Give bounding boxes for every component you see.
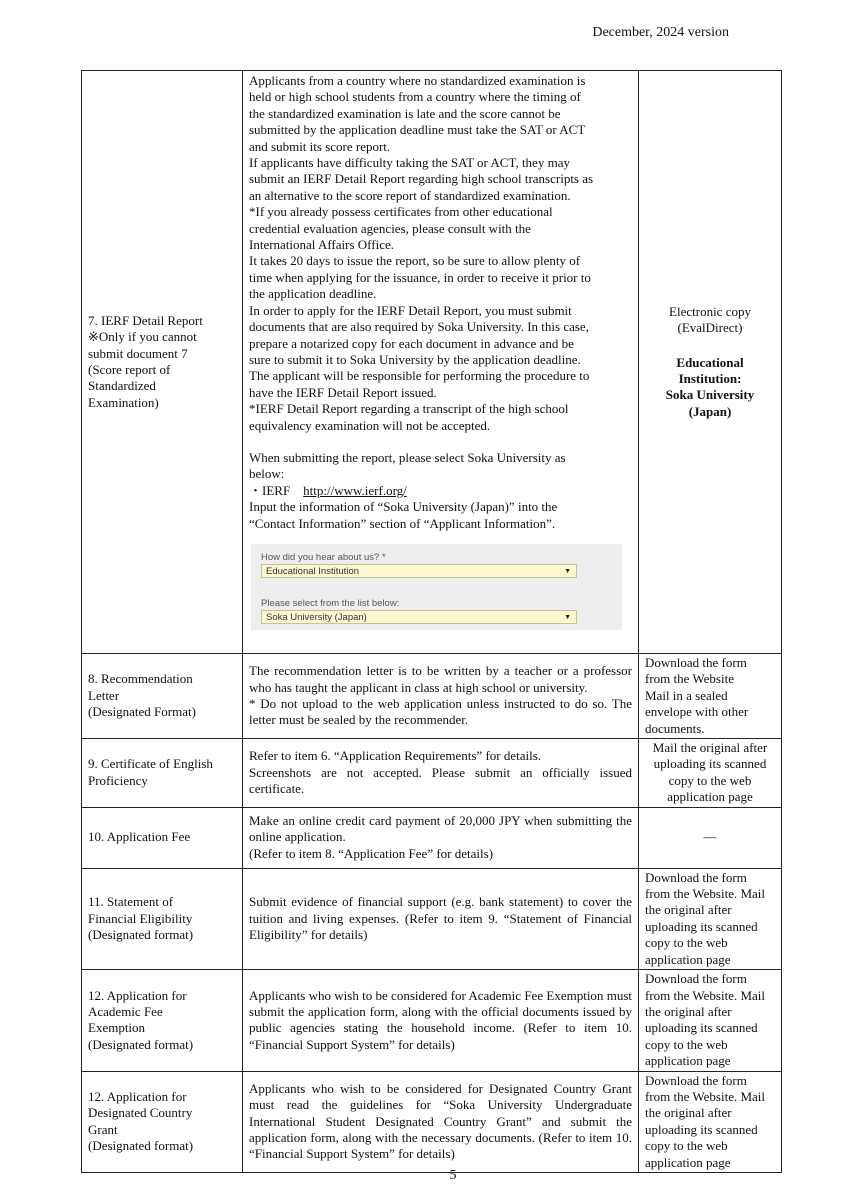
table-row — [82, 868, 782, 969]
row-description: Applicants who wish to be considered for Designated Country Grant must read the guidelines for “Soka University Undergraduate International Student Designated Country Grant” and submit the application form, along with the necessary documents. (Refer to item 10. “Financial Support System” for details) — [243, 1071, 639, 1172]
row-label: 9. Certificate of English Proficiency — [82, 739, 243, 808]
table-row — [82, 1071, 782, 1172]
form-question-label: How did you hear about us? * — [261, 551, 386, 563]
row-submission: Electronic copy (EvalDirect) Educational Institution: Soka University (Japan) — [639, 71, 782, 654]
ierf-link[interactable]: http://www.ierf.org/ — [303, 482, 407, 498]
table-row — [82, 71, 782, 654]
table-row — [82, 654, 782, 739]
row-submission: Mail the original after uploading its scanned copy to the web application page — [639, 739, 782, 808]
row-description: Submit evidence of financial support (e.g. bank statement) to cover the tuition and living expenses. (Refer to item 9. “Statement of Financial Eligibility” for details) — [243, 868, 639, 969]
document-version: December, 2024 version — [592, 25, 729, 40]
row-submission: — — [639, 807, 782, 868]
row-submission: Download the form from the Website Mail in a sealed envelope with other documents. — [639, 654, 782, 739]
chevron-down-icon: ▼ — [564, 567, 571, 575]
row-label: 11. Statement of Financial Eligibility (Designated format) — [82, 868, 243, 969]
row-description: The recommendation letter is to be written by a teacher or a professor who has taught the applicant in class at high school or university. * Do not upload to the web application unless instructed to do so. The letter must be sealed by the recommender. — [243, 654, 639, 739]
row-submission: Download the form from the Website. Mail the original after uploading its scanned copy to the web application page — [639, 970, 782, 1071]
row-description: Applicants who wish to be considered for Academic Fee Exemption must submit the application form, along with the official documents issued by public agencies stating the household income. (Refer to item 10. “Financial Support System” for details) — [243, 970, 639, 1071]
row-label: 8. Recommendation Letter (Designated Format) — [82, 654, 243, 739]
row-description: Make an online credit card payment of 20,000 JPY when submitting the online application. (Refer to item 8. “Application Fee” for details) — [243, 807, 639, 868]
table-row — [82, 970, 782, 1071]
row-description: Refer to item 6. “Application Requirements” for details. Screenshots are not accepted. Please submit an officially issued certificate. — [243, 739, 639, 808]
row-label: 12. Application for Designated Country Grant (Designated format) — [82, 1071, 243, 1172]
row-label: 12. Application for Academic Fee Exemption (Designated format) — [82, 970, 243, 1071]
row-label: 10. Application Fee — [82, 807, 243, 868]
form-screenshot — [251, 544, 622, 630]
row-label: 7. IERF Detail Report ※Only if you cannot submit document 7 (Score report of Standardized Examination) — [82, 71, 243, 654]
row-submission: Download the form from the Website. Mail the original after uploading its scanned copy to the web application page — [639, 1071, 782, 1172]
ierf-link-line: ・IERF http://www.ierf.org/ — [249, 482, 407, 498]
row-description: Applicants from a country where no standardized examination is held or high school students from a country where the timing of the standardized examination is late and the score cannot be submitted by the application deadline must take the SAT or ACT and submit its score report. If applicants have difficulty taking the SAT or ACT, they may submit an IERF Detail Report regarding high school transcripts as an alternative to the score report of standardized examination. *If you already possess certificates from other educational credential evaluation agencies, please consult with the International Affairs Office. It takes 20 days to issue the report, so be sure to allow plenty of time when applying for the issuance, in order to receive it prior to the application deadline. In order to apply for the IERF Detail Report, you must submit documents that are also required by Soka University. In this case, prepare a notarized copy for each document in advance and be sure to submit it to Soka University by the application deadline. The applicant will be responsible for performing the procedure to have the IERF Detail Report issued. *IERF Detail Report regarding a transcript of the high school equivalency examination will not be accepted. When submitting the report, please select Soka University as below: ・IERF http://www.ierf.org/ Input the information of “Soka University (Japan)” into the “Contact Information” section of “Applicant Information”. How did you hear about us? * Educational Institution ▼ Please select from the list below: Soka University (Japan) ▼ — [243, 71, 639, 654]
referral-select: Educational Institution ▼ — [261, 564, 577, 578]
requirements-table — [81, 70, 782, 1173]
row-submission: Download the form from the Website. Mail the original after uploading its scanned copy to the web application page — [639, 868, 782, 969]
form-question-label: Please select from the list below: — [261, 597, 400, 609]
page-number: 5 — [449, 1168, 457, 1183]
chevron-down-icon: ▼ — [564, 613, 571, 621]
institution-select: Soka University (Japan) ▼ — [261, 610, 577, 624]
table-row — [82, 739, 782, 808]
table-row — [82, 807, 782, 868]
